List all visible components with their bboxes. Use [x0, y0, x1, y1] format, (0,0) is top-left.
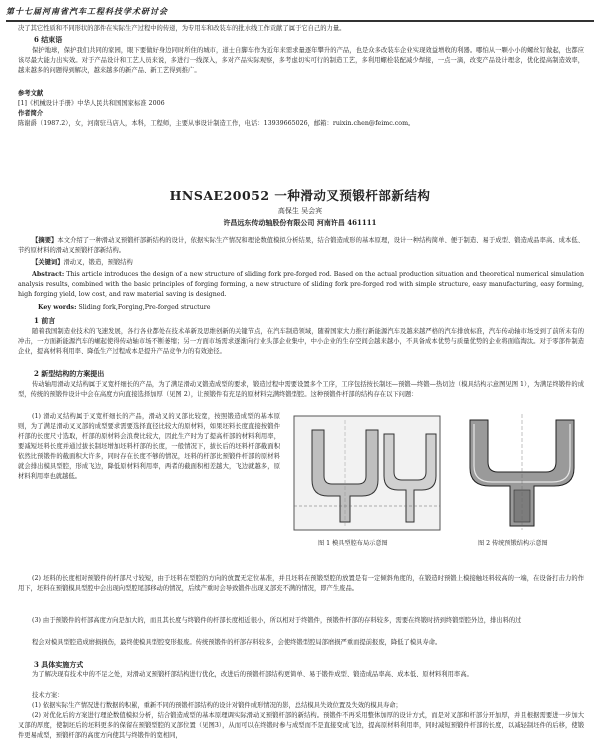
section-6-title: 6 结束语	[34, 35, 63, 44]
section-2-title: 2 新型结构的方案提出	[34, 369, 105, 378]
section-2-point-1: (1) 滑动叉结构属于叉宽杆细长的产品，滑动叉的叉部比较宽，按照锻造成型的基本原则，为了满足滑动叉叉部的成型要求需要选择直径比较大的原材料，如果坯料长度直接按锻件杆部的长度尺寸选取，杆部的原材料会浪费比较大，因此生产时为了提高杆部的材料利用率，要减短坯料长度并通过拔长制坯增加坯料杆部的长度，一般情况下，拔长后的坯料杆部截面积依然比预锻件的截面积大许多，同时存在长度不够的情况，坯料的杆部比预锻件杆部的原材料就会排出模具型腔，形成飞边，降低原材料利用率，两者的截面积相差越大，飞边就越多，原材料利用率也就越低。	[18, 413, 280, 480]
keywords-en-label: Key words:	[38, 304, 77, 311]
section-1-title: 1 前言	[34, 316, 56, 325]
abstract-en-label: Abstract:	[32, 271, 65, 278]
section-2-point-4: 程会对模具型腔造成磨损损伤，最终使模具型腔变形报废。传统预锻件的杆部存料较多，会使终锻型腔局部磨损严重而提前报废，降低了模具寿命。	[32, 639, 442, 646]
abstract-cn	[18, 236, 584, 257]
section-2-point-3: (3) 由于预锻件的杆部高度方向是加大的，而且其长度与终锻件的杆部长度相近很小，所以相对于终锻件，预锻件杆部的存料较多，需要在终锻时挤到终锻型腔外边，排出料的过	[32, 617, 522, 624]
keywords-en	[18, 303, 584, 314]
keywords-en-text: Sliding fork,Forging,Pre-forged structure	[78, 304, 211, 311]
reference-1: [1]《机械设计手册》中华人民共和国国家标准 2006	[18, 100, 165, 107]
references-title: 参考文献	[18, 90, 44, 97]
paper-title: HNSAE20052 一种滑动叉预锻杆部新结构	[169, 188, 431, 203]
section-2-text: 传动轴用滑动叉结构属于叉宽杆细长的产品，为了满足滑动叉锻造成型的要求，锻造过程中需要设置多个工序，工序包括按长制坯—预锻—终锻—热切边（模具结构示意图见图 1），为满足终锻件的成型，传统的预锻件设计中会在高度方向直接选择加厚（见图 2），让预锻件有充足的原材料完满终锻型腔。这种预锻件杆部的结构存在以下问题：	[18, 381, 584, 398]
section-3-tech-2: (2) 对优化后的方案进行理论数值模拟分析，结合锻造成型的基本原理调实际滑动叉预锻杆部的新结构。预锻件不再采用整体加厚的设计方式，而是对叉部和杆部分开加厚，并且根据需要进一步加大叉部的厚度，使制坯后的坯料更多的保留在预锻型腔的叉部位置（见图3），从而可以在终锻时参与成型而不是直接变成飞边，提高原材料利用率，同时减短预锻件杆部的长度，以减轻制坯件的后移，使锻件更易成型，预锻杆部的高度方向使其与终锻件的宽相同，	[18, 712, 584, 739]
section-3-subtitle: 技术方案：	[32, 692, 64, 699]
header-title: 第十七届河南省汽车工程科技学术研讨会	[6, 6, 168, 16]
paper-authors: 高保生 吴会宾	[277, 207, 323, 215]
keywords-cn	[18, 258, 584, 269]
section-3-text: 为了解决现有技术中的不足之处，对滑动叉预锻杆部结构进行优化，改进后的预锻杆部结构更简单、易于锻件成型、锻造成品率高、成本低、原材料利用率高。	[32, 671, 473, 678]
author-info-text: 陈谢爵（1987.2），女，河南驻马店人，本科，工程师，主要从事设计制造工作，电话：13939665026，邮箱：ruixin.chen@feimc.com。	[18, 120, 415, 127]
figure-1-caption: 图 1 模具型腔布局示意图	[318, 540, 388, 547]
abstract-en	[18, 270, 584, 301]
section-3-title: 3 具体实施方式	[34, 660, 84, 669]
abstract-en-text: This article introduces the design of a new structure of sliding fork pre-forged rod. Based on the actual production situation and theoretical numerical simulation analysis results, combined with the basic principles of forging forming, a new structure of sliding fork pre-forged rod with simple structure, easy manufacturing, easy forming, high forging yield, low cost, and raw material saving is designed.	[18, 271, 584, 298]
figure-2-caption: 图 2 传统预锻结构示意图	[478, 540, 548, 547]
header-rule	[6, 20, 594, 22]
section-3-tech-1: (1) 依据实际生产情况进行数据的积累，重新不同的预锻杆部结构的设计对锻件成形情况的影，总结模具失效位置及失效的模具寿命；	[32, 702, 402, 709]
figure-2-drawing	[452, 410, 592, 534]
author-info-title: 作者简介	[18, 110, 44, 117]
figure-2-preforge-structure	[452, 410, 592, 534]
keywords-cn-label: 【关键词】	[32, 259, 64, 266]
section-2-point-2: (2) 坯料的长度相对预锻件的杆部尺寸较短，由于坯料在型腔的方向的放置无定位基准，并且坯料在预锻型腔的放置是有一定倾斜角度的，在锻造时预锻上模接触坯料较高的一端，在设备打击力的作用下，坯料在预锻模具型腔中会出现向型腔尾部移动的情况，后续产重时会导致锻件出现叉部充不满的情况，即产生废品。	[18, 575, 584, 592]
prev-paper-continuation: 决了其它性质和不同形状的部件在实际生产过程中的传递，为专用车和改装车的批水线工作贡献了属于它自己的力量。	[18, 25, 346, 32]
figure-1-drawing	[292, 410, 442, 534]
section-1-text: 随着我国制造业技术的飞速发展，各行各业都处在技术革新及思维创新的关键节点，在汽车制造领域，随着国家大力推行新能源汽车及越来越严格的汽车排放标准，汽车传动轴市场受到了前所未有的冲击，一方面新能源汽车的崛起使得传动轴市场不断萎缩；另一方面市场需求逐渐向行业头部企业集中，中小企业的生存空间会越来越小，不具备成本优势与质量优势的企业将面临淘汰。对于零部件制造企业，提高材料利用率、降低生产过程成本是提升产品竞争力的有效途径。	[18, 328, 584, 355]
abstract-cn-label: 【摘要】	[32, 237, 58, 244]
journal-header	[6, 4, 594, 20]
section-6-text: 保护地球，保护我们共同的家园，眼下要做好身边同时所住的城市，道士自脚车作为近年来需求量逐年攀升的产品，也是众多改装车企业实现效益增收的利器。哪怕从一颗小小的螺丝钉做起，也都应该尽最大能力出实效。对于产品设计和工艺人员来说，多进行一线深入，多对产品实际观察，多考虑切实可行的制造工艺，多利用螺栓装配减少焊接，一点一滴，改变产品设计理念，优化提高制造效率，越来越多的问题得到解决，越来越多的新产品、新工艺得到推广。	[18, 47, 584, 74]
figure-1-die-layout	[292, 410, 442, 534]
keywords-cn-text: 滑动叉，锻造，预锻结构	[63, 259, 133, 266]
abstract-cn-text: 本文介绍了一种滑动叉预锻杆部新结构的设计，依据实际生产情况和理论数值模拟分析结果，结合锻造成形的基本原理，设计一种结构简单、便于制造、易于成型、锻造成品率高、成本低、节约原材料的滑动叉预锻杆部新结构。	[18, 237, 585, 254]
paper-affiliation: 许昌远东传动轴股份有限公司 河南许昌 461111	[223, 218, 377, 227]
